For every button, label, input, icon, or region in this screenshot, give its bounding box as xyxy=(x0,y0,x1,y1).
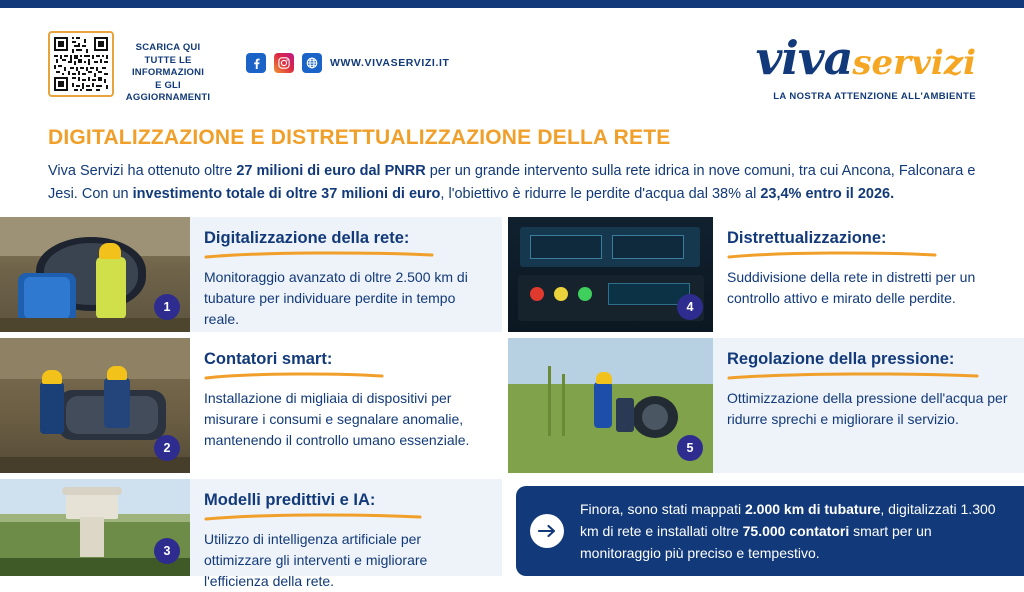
card-5[interactable] xyxy=(508,338,1024,473)
summary-note-text xyxy=(580,498,1008,564)
note-text-e: smart per un monitoraggio più preciso e tempestivo. xyxy=(580,523,932,561)
title-underline xyxy=(204,513,488,522)
card-4-body xyxy=(713,217,1024,332)
title-underline xyxy=(204,372,488,381)
card-4-title: Distrettualizzazione: xyxy=(727,229,887,247)
card-number-badge: 4 xyxy=(677,294,703,320)
card-1-body xyxy=(190,217,502,332)
intro-text-a: Viva Servizi ha ottenuto oltre xyxy=(48,163,237,179)
water-tower-photo xyxy=(0,479,190,576)
qr-caption-line: E GLI xyxy=(155,79,181,91)
intro-text-f: 23,4% entro il 2026. xyxy=(760,186,895,202)
note-text-c: , digitalizzati 1.300 km di rete e installati oltre xyxy=(580,501,996,539)
card-2-body xyxy=(190,338,502,473)
card-3-body xyxy=(190,479,502,589)
summary-note xyxy=(516,486,1024,576)
card-5-title: Regolazione della pressione: xyxy=(727,350,955,368)
website-url[interactable]: WWW.VIVASERVIZI.IT xyxy=(330,57,450,69)
card-4[interactable] xyxy=(508,217,1024,332)
logo-tagline: LA NOSTRA ATTENZIONE ALL'AMBIENTE xyxy=(773,91,976,102)
card-1-title: Digitalizzazione della rete: xyxy=(204,229,410,247)
qr-code[interactable] xyxy=(48,31,114,97)
intro-text-d: investimento totale di oltre 37 milioni di euro xyxy=(132,186,441,202)
intro-text-b: 27 milioni di euro dal PNRR xyxy=(236,163,426,179)
top-accent-bar xyxy=(0,0,1024,8)
qr-caption-line: INFORMAZIONI xyxy=(131,67,205,78)
cards-grid xyxy=(0,217,1024,589)
control-panel-photo xyxy=(508,217,713,332)
social-links xyxy=(246,53,322,73)
intro-text-e: , l'obiettivo è ridurre le perdite d'acqua dal 38% al xyxy=(440,186,761,202)
card-number-badge: 2 xyxy=(154,435,180,461)
card-number-badge: 3 xyxy=(154,538,180,564)
title-underline xyxy=(727,251,1010,260)
card-5-text: Ottimizzazione della pressione dell'acqua per ridurre sprechi e migliorare il servizio. xyxy=(727,390,1008,427)
qr-caption-line: SCARICA QUI xyxy=(135,42,201,53)
trench-pipe-worker-photo xyxy=(0,217,190,332)
note-text-b: 2.000 km di tubature xyxy=(744,501,881,517)
card-2[interactable] xyxy=(0,338,502,473)
instagram-icon[interactable] xyxy=(274,53,294,73)
card-5-body xyxy=(713,338,1024,473)
card-4-text: Suddivisione della rete in distretti per un controllo attivo e mirato delle perdite. xyxy=(727,269,976,306)
intro-text-c: per un grande intervento sulla rete idrica in nove comuni, tra cui Ancona, Falconara e Jesi. Con un xyxy=(48,163,976,202)
card-2-title: Contatori smart: xyxy=(204,350,333,368)
qr-caption-line: AGGIORNAMENTI xyxy=(125,92,211,103)
viva-servizi-logo xyxy=(755,31,976,102)
card-number-badge: 5 xyxy=(677,435,703,461)
qr-caption xyxy=(118,42,218,105)
card-number-badge: 1 xyxy=(154,294,180,320)
card-3-text: Utilizzo di intelligenza artificiale per ottimizzare gli interventi e migliorare l'efficienza della rete. xyxy=(204,531,428,589)
card-1[interactable] xyxy=(0,217,502,332)
intro-paragraph xyxy=(48,160,978,206)
card-3[interactable] xyxy=(0,479,502,589)
logo-wordmark xyxy=(755,31,976,87)
arrow-right-icon xyxy=(530,514,564,548)
card-2-text: Installazione di migliaia di dispositivi per misurare i consumi e segnalare anomalie, mantenendo il controllo umano essenziale. xyxy=(204,390,470,448)
note-text-a: Finora, sono stati mappati xyxy=(580,501,745,517)
title-underline xyxy=(727,372,1010,381)
intro-section xyxy=(0,118,1024,213)
page-header xyxy=(0,8,1024,118)
logo-sub-text: servizi xyxy=(852,43,976,83)
page-title: DIGITALIZZAZIONE E DISTRETTUALIZZAZIONE DELLA RETE xyxy=(48,126,671,149)
title-underline xyxy=(204,251,488,260)
field-works-photo xyxy=(508,338,713,473)
website-icon[interactable] xyxy=(302,53,322,73)
workers-pipe-excavation-photo xyxy=(0,338,190,473)
qr-caption-line: TUTTE LE xyxy=(144,54,192,66)
card-1-text: Monitoraggio avanzato di oltre 2.500 km di tubature per individuare perdite in tempo reale. xyxy=(204,269,468,327)
logo-main-text: viva xyxy=(755,31,853,85)
facebook-icon[interactable] xyxy=(246,53,266,73)
note-text-d: 75.000 contatori xyxy=(742,523,850,539)
card-3-title: Modelli predittivi e IA: xyxy=(204,491,376,509)
